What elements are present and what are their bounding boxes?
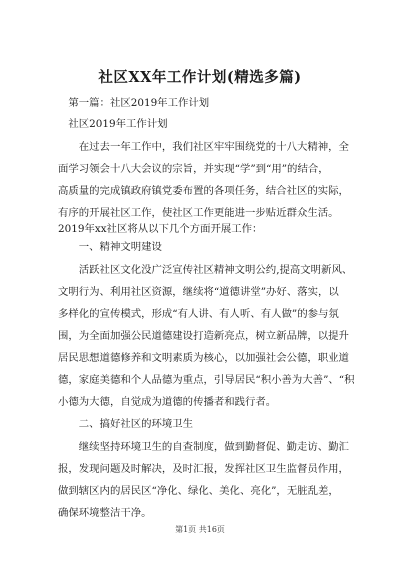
body-line: 围，为全面加强公民道德建设打造新亮点，树立新品牌，以提升 [58,330,349,342]
body-line: 文明行为、利用社区资源，继续将“道德讲堂”办好、落实，以 [58,286,339,298]
body-line: 2019年xx社区将从以下几个方面开展工作： [58,223,263,235]
subsection-heading: 社区2019年工作计划 [58,118,168,130]
section-heading: 第一篇：社区2019年工作计划 [58,97,210,109]
body-line: 小德为大德，自觉成为道德的传播者和践行者。 [58,396,277,408]
item-heading: 二、搞好社区的环境卫生 [58,418,194,430]
page-footer: 第1页 共16页 [175,525,225,534]
body-line: 报，发现问题及时解决，及时汇报，发挥社区卫生监督员作用， [58,463,349,475]
body-line: 做到辖区内的居民区“净化、绿化、美化、亮化”，无脏乱差， [58,485,339,497]
body-line: 高质量的完成镇政府镇党委布置的各项任务，结合社区的实际， [58,185,349,197]
body-line: 继续坚持环境卫生的自查制度，做到勤督促、勤走访、勤汇 [58,441,349,453]
body-line: 有序的开展社区工作，使社区工作更能进一步贴近群众生活。 [58,207,339,219]
body-line: 活跃社区文化没广泛宣传社区精神文明公约,提高文明新风、 [58,264,353,276]
item-heading: 一、精神文明建设 [58,241,162,253]
body-line: 多样化的宣传模式，形成“有人讲、有人听、有人做”的参与氛 [58,308,339,320]
body-line: 确保环境整洁干净。 [58,507,152,519]
body-line: 居民思想道德修养和文明素质为核心，以加强社会公德，职业道 [58,352,349,364]
body-line: 在过去一年工作中，我们社区牢牢围绕党的十八大精神，全 [58,141,349,153]
body-line: 德，家庭美德和个人品德为重点，引导居民“积小善为大善”、“积 [58,374,355,386]
document-title: 社区XX年工作计划(精选多篇) [98,69,302,86]
body-line: 面学习领会十八大会议的宗旨，并实现“学”到“用”的结合， [58,163,329,175]
